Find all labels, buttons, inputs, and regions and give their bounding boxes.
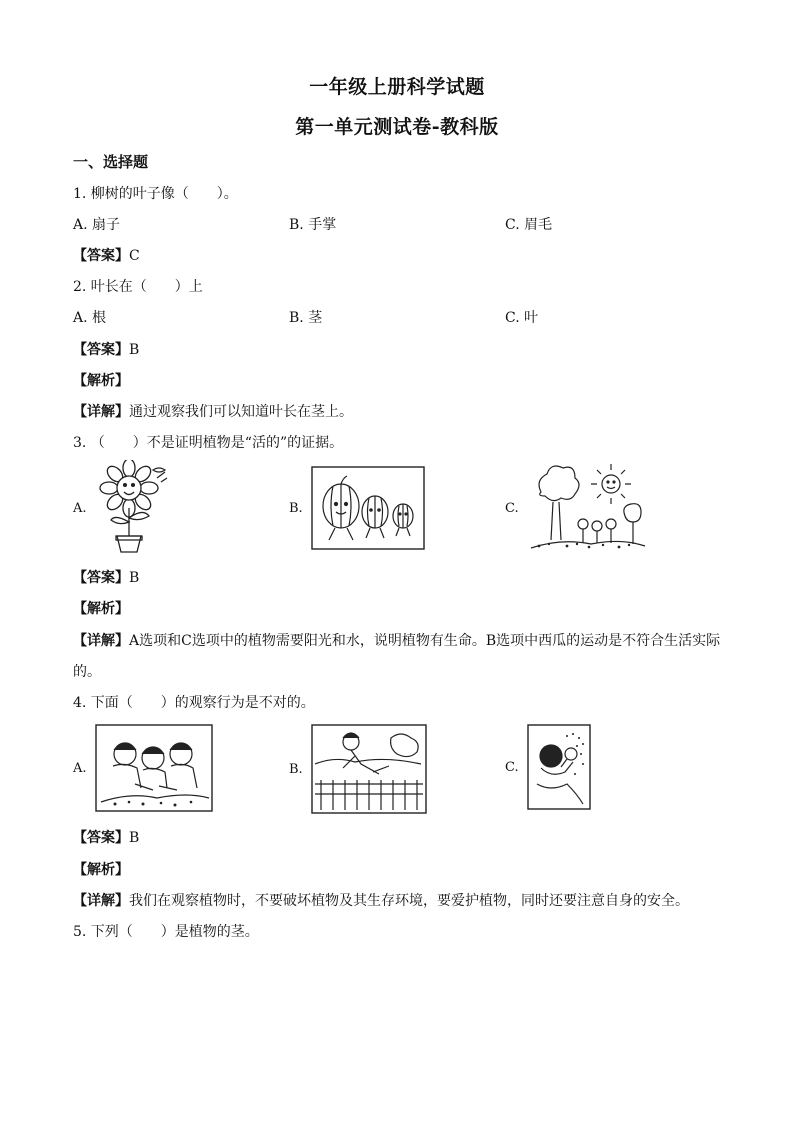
q4-answer [73,827,139,847]
q1-option-c: C. 眉毛 [505,217,553,233]
q4-option-c [505,724,591,810]
detail-tag: 【详解】 [73,893,129,909]
q2-detail [73,401,353,421]
answer-tag: 【答案】 [73,248,129,264]
detail-tag: 【详解】 [73,633,129,649]
q1-option-b: B. 手掌 [289,217,337,233]
q3-option-c [505,462,647,554]
answer-value: B [129,342,140,358]
q2-option-a: A. 根 [73,310,107,326]
page-title: 一年级上册科学试题 [309,76,485,98]
q2-analysis: 【解析】 [73,373,129,389]
trees-sun-flowers-illustration [527,462,647,554]
detail-text: 我们在观察植物时，不要破坏植物及其生存环境，要爱护植物，同时还要注意自身的安全。 [129,893,689,909]
q2-stem: 2. 叶长在（ ）上 [73,279,203,295]
q4-stem: 4. 下面（ ）的观察行为是不对的。 [73,695,315,711]
option-label: B. [289,761,303,777]
smiling-flower-illustration [95,460,177,556]
answer-tag: 【答案】 [73,342,129,358]
q4-option-a [73,724,213,812]
q3-option-a [73,460,177,556]
section-heading: 一、选择题 [73,153,149,171]
detail-text: A选项和C选项中的植物需要阳光和水，说明植物有生命。B选项中西瓜的运动是不符合生活实际 [129,633,721,649]
option-label: B. [289,500,303,516]
q4-option-b [289,724,427,814]
q2-option-c: C. 叶 [505,310,539,326]
walking-watermelons-illustration [311,466,425,550]
detail-text: 通过观察我们可以知道叶长在茎上。 [129,404,353,420]
q3-detail-continued: 的。 [73,664,101,680]
q4-analysis: 【解析】 [73,862,129,878]
q5-stem: 5. 下列（ ）是植物的茎。 [73,924,259,940]
answer-tag: 【答案】 [73,570,129,586]
option-label: A. [73,500,87,516]
q3-option-b [289,466,425,550]
detail-tag: 【详解】 [73,404,129,420]
page-subtitle: 第一单元测试卷-教科版 [295,116,499,138]
option-label: A. [73,760,87,776]
q3-stem: 3. （ ）不是证明植物是“活的”的证据。 [73,435,344,451]
option-label: C. [505,500,519,516]
option-label: C. [505,759,519,775]
q3-answer [73,567,139,587]
q3-analysis: 【解析】 [73,601,129,617]
answer-tag: 【答案】 [73,830,129,846]
child-with-magnifier-illustration [527,724,591,810]
q1-answer [73,245,140,265]
q3-detail [73,630,720,650]
child-on-fence-illustration [311,724,427,814]
q1-option-a: A. 扇子 [73,217,121,233]
q2-option-b: B. 茎 [289,310,323,326]
answer-value: B [129,570,140,586]
q2-answer [73,339,139,359]
q1-stem: 1. 柳树的叶子像（ ）。 [73,186,238,202]
answer-value: B [129,830,140,846]
q4-detail [73,890,689,910]
answer-value: C [129,248,140,264]
children-observing-illustration [95,724,213,812]
